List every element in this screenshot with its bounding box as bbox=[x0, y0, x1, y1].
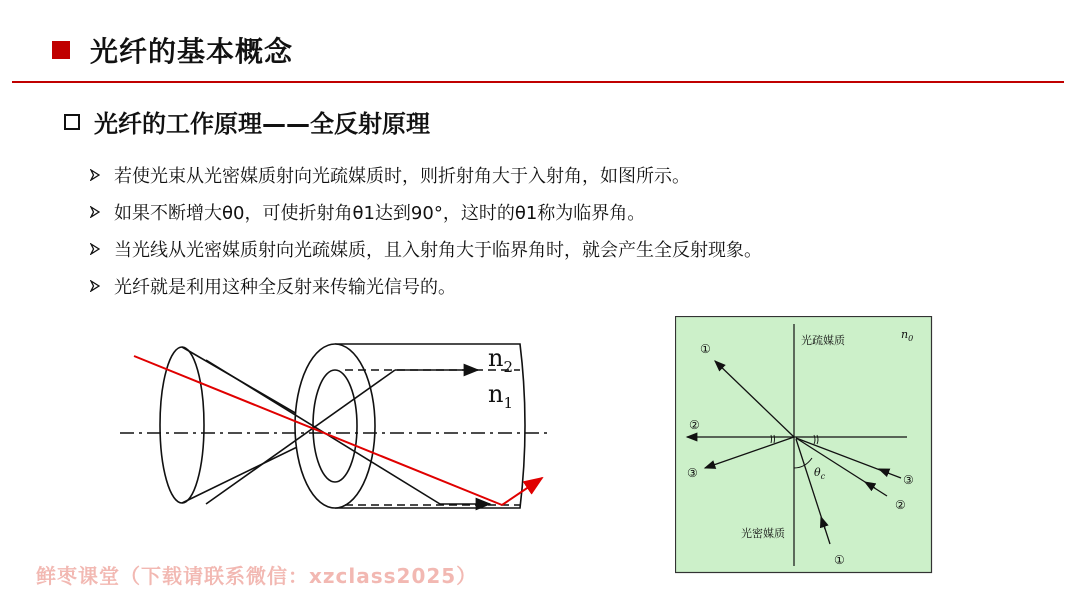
marker-right: ③ bbox=[903, 473, 914, 487]
refraction-diagram bbox=[675, 316, 933, 574]
watermark: 鲜枣课堂（下载请联系微信：xzclass2025） bbox=[36, 564, 478, 588]
bullet-item bbox=[90, 267, 762, 304]
lower-medium-label: 光密媒质 bbox=[741, 527, 785, 540]
critical-angle-label: $\theta_c$ bbox=[814, 466, 826, 481]
marker-left: ② bbox=[689, 418, 700, 432]
title-square-icon bbox=[52, 41, 70, 59]
upper-medium-label: 光疏媒质 bbox=[801, 334, 845, 347]
bullet-text: 当光线从光密媒质射向光疏媒质，且入射角大于临界角时，就会产生全反射现象。 bbox=[114, 239, 762, 261]
bullet-text: 光纤就是利用这种全反射来传输光信号的。 bbox=[114, 276, 456, 298]
arrow-bullet-icon bbox=[90, 280, 100, 292]
bullet-list bbox=[90, 156, 762, 304]
marker-lower-right: ② bbox=[895, 498, 906, 512]
inner-index-label: $n_1$ bbox=[488, 380, 514, 412]
bullet-text: 如果不断增大θ0，可使折射角θ1达到90°，这时的θ1称为临界角。 bbox=[114, 202, 646, 224]
section-heading-text: 光纤的工作原理——全反射原理 bbox=[94, 110, 430, 138]
lens-ellipse bbox=[160, 347, 204, 503]
fiber-diagram bbox=[110, 330, 560, 540]
arrow-bullet-icon bbox=[90, 169, 100, 181]
bullet-item bbox=[90, 230, 762, 267]
title-divider bbox=[12, 81, 1064, 83]
bullet-text: 若使光束从光密媒质射向光疏媒质时，则折射角大于入射角，如图所示。 bbox=[114, 165, 690, 187]
page-header bbox=[52, 28, 293, 72]
marker-top-left: ① bbox=[700, 342, 711, 356]
bullet-item bbox=[90, 193, 762, 230]
index-label: $n_0$ bbox=[901, 328, 914, 343]
page-title: 光纤的基本概念 bbox=[90, 35, 294, 68]
bullet-item bbox=[90, 156, 762, 193]
arrow-bullet-icon bbox=[90, 243, 100, 255]
marker-lower-left: ③ bbox=[687, 466, 698, 480]
outer-index-label: $n_2$ bbox=[488, 344, 514, 376]
hollow-square-bullet-icon bbox=[64, 114, 80, 130]
fiber-end-inner bbox=[313, 370, 357, 482]
arrow-bullet-icon bbox=[90, 206, 100, 218]
section-heading bbox=[64, 104, 430, 139]
diagram-background bbox=[676, 317, 932, 573]
marker-bottom: ① bbox=[834, 553, 845, 567]
